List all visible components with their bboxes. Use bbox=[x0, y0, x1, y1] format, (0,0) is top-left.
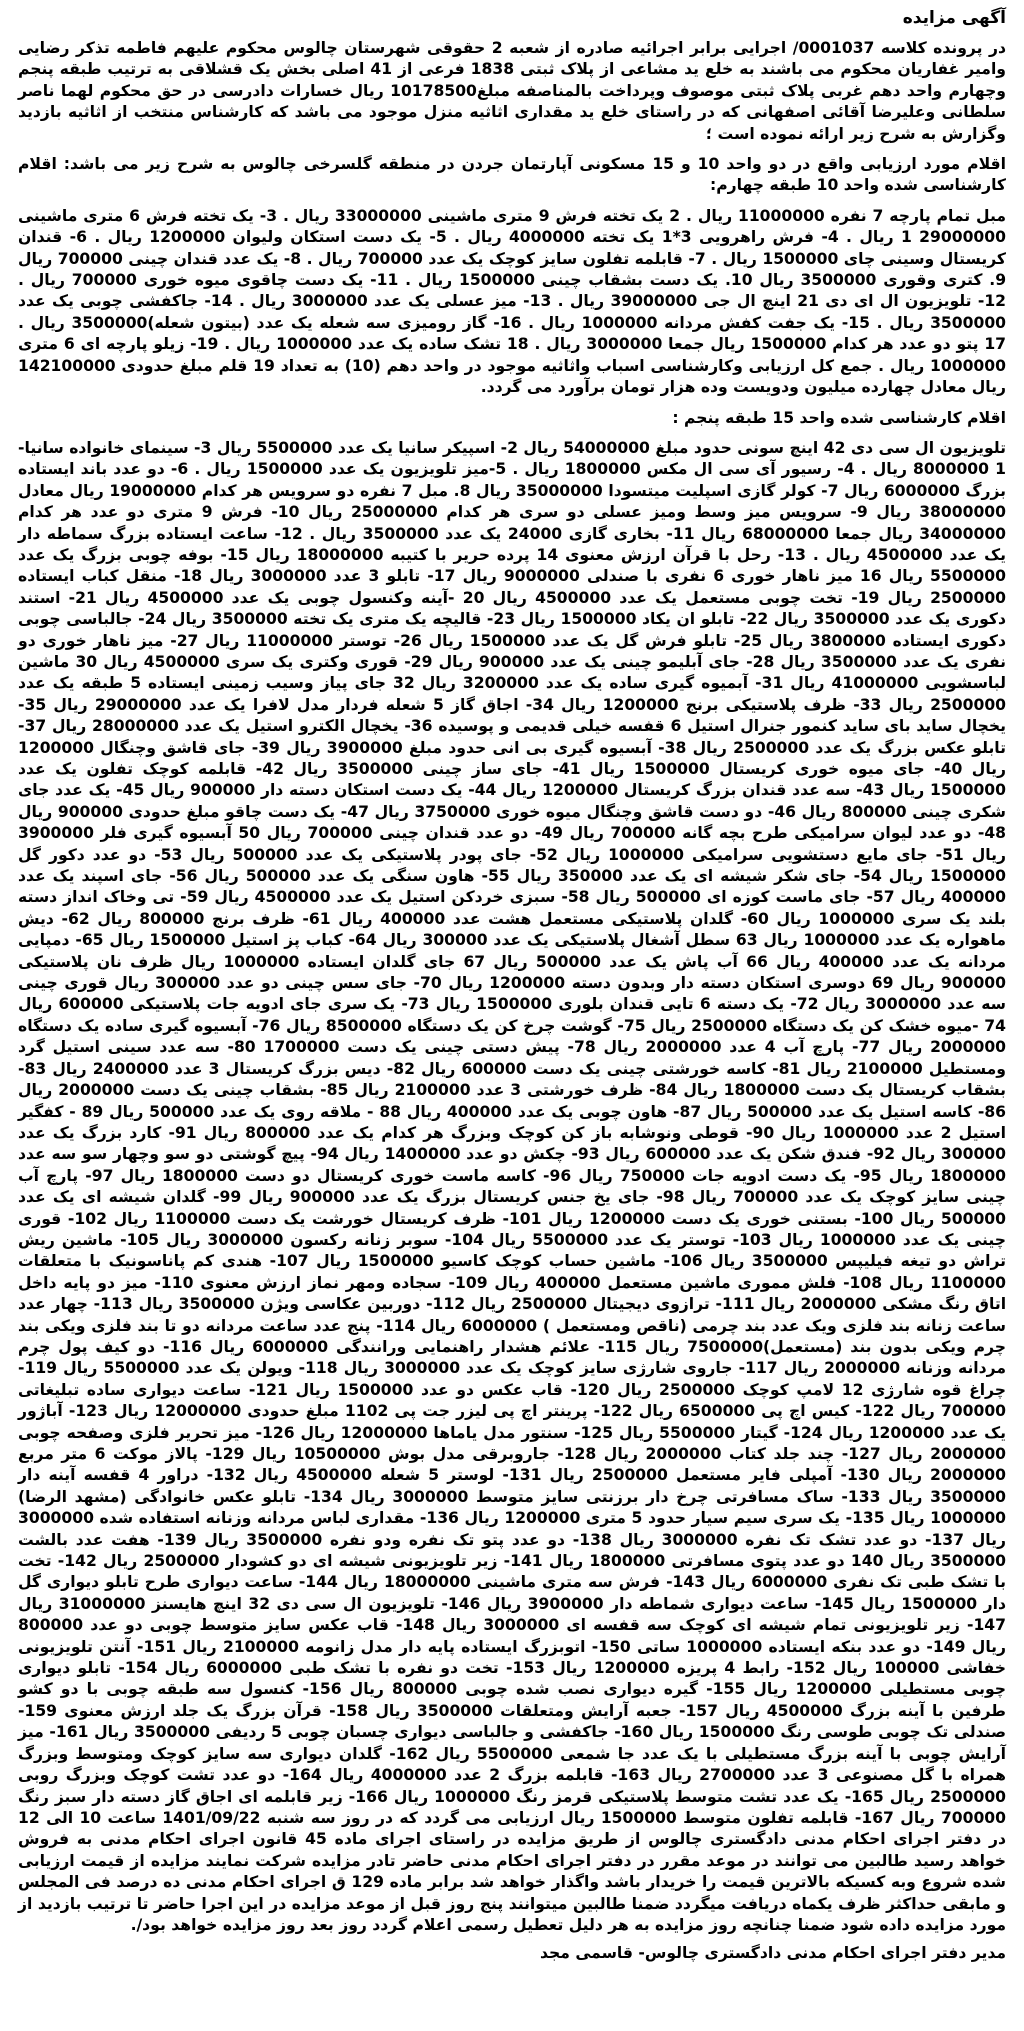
notice-title: آگهی مزایده bbox=[902, 8, 1006, 28]
unit-15-items-paragraph: تلویزیون ال سی دی 42 اینچ سونی حدود مبلغ 54000000 ریال 2- اسپیکر سانیا یک عدد 5500000 ریال 3- سینمای خانواده سانیا- 1 8000000 ریال . 4- رسیور آی سی ال مکس 1800000 ریال . 5-میز تلویزیون یک عدد 1500000 ریال . 6- دو عدد باند ایستاده بزرگ 6000000 ریال 7- کولر گازی اسپلیت میتسودا 35000000 ریال 8. مبل 7 نفره دو سرویس هر کدام 19000000 ریال معادل 38000000 ریال 9- سرویس میز وسط ومیز عسلی دو سری هر کدام 25000000 ریال 10- فرش 9 متری دو عدد هر کدام 34000000 ریال جمعا 68000000 ریال 11- بخاری گازی 24000 یک عدد 3500000 ریال . 12- ساعت ایستاده بزرگ سماطه دار یک عدد 4500000 ریال . 13- رحل با قرآن ارزش معنوی 14 پرده حریر با کتیبه 18000000 ریال 15- بوفه چوبی بزرگ یک عدد 5500000 ریال 16 میز ناهار خوری 6 نفری با صندلی 9000000 ریال 17- تابلو 3 عدد 3000000 ریال 18- منقل کباب ایستاده 2500000 ریال 19- تخت چوبی مستعمل یک عدد 4500000 ریال 20 -آینه وکنسول چوبی یک عدد 4500000 ریال 21- استند دکوری یک عدد 3500000 ریال 22- تابلو ان یکاد 1500000 ریال 23- قالیچه یک متری یک تخته 3500000 ریال 24- جالباسی چوبی دکوری ایستاده 3800000 ریال 25- تابلو فرش گل یک عدد 1500000 ریال 26- توستر 11000000 ریال 27- میز ناهار خوری دو نفری یک عدد 3500000 ریال 28- جای آبلیمو چینی یک عدد 900000 ریال 29- قوری وکتری یک سری 4500000 ریال 30 ماشین لباسشویی 41000000 ریال 31- آبمیوه گیری ساده یک عدد 3200000 ریال 32 جای پیاز وسیب زمینی ایستاده 5 طبقه یک عدد 2500000 ریال 33- ظرف پلاستیکی برنج 1200000 ریال 34- اجاق گاز 5 شعله فردار مدل لافرا یک عدد 29000000 ریال 35- یخچال ساید بای ساید کنمور جنرال استیل 6 قفسه خیلی قدیمی و پوسیده 36- یخچال الکترو استیل یک عدد 28000000 ریال 37- تابلو عکس بزرگ یک عدد 2500000 ریال 38- آبسیوه گیری بی انی حدود مبلغ 3900000 ریال 39- جای قاشق وچنگال 1200000 ریال 40- جای میوه خوری کریستال 1500000 ریال 41- جای ساز چینی 3500000 ریال 42- قابلمه کوچک تفلون یک عدد 1500000 ریال 43- سه عدد قندان بزرگ کریستال 1200000 ریال 44- یک دست استکان دسته دار 900000 ریال 45- یک عدد جای شکری چینی 800000 ریال 46- دو دست قاشق وچنگال میوه خوری 3750000 ریال 47- یک دست چاقو مبلغ حدودی 900000 ریال 48- دو عدد لیوان سرامیکی طرح بچه گانه 700000 ریال 49- دو عدد قندان چینی 700000 ریال 50 آبسیوه گیری فلر 3900000 ریال 51- جای مایع دستشویی سرامیکی 1000000 ریال 52- جای پودر پلاستیکی یک عدد 500000 ریال 53- دو عدد دکور گل 1500000 ریال 54- جای شکر شیشه ای یک عدد 350000 ریال 55- هاون سنگی یک عدد 500000 ریال 56- جای اسپند یک عدد 400000 ریال 57- جای ماست کوزه ای 500000 ریال 58- سبزی خردکن استیل یک عدد 4500000 ریال 59- تی وخاک انداز دسته بلند یک سری 1000000 ریال 60- گلدان پلاستیکی مستعمل هشت عدد 400000 ریال 61- ظرف برنج 800000 ریال 62- دیش ماهواره یک عدد 1000000 ریال 63 سطل آشغال پلاستیکی یک عدد 300000 ریال 64- کباب پز استیل 1500000 ریال 65- دمپایی مردانه یک عدد 400000 ریال 66 آب پاش یک عدد 500000 ریال 67 جای گلدان ایستاده 1000000 ریال ظرف نان پلاستیکی 900000 ریال 69 دوسری استکان دسته دار وبدون دسته 1200000 ریال 70- جای سس چینی دو عدد 300000 ریال قوری چینی سه عدد 3000000 ریال 72- یک دسته 6 تایی قندان بلوری 1500000 ریال 73- یک سری جای ادویه جات پلاستیکی 600000 ریال 74 -میوه خشک کن یک دستگاه 2500000 ریال 75- گوشت چرخ کن یک دستگاه 8500000 ریال 76- آبسیوه گیری ساده یک دستگاه 2000000 ریال 77- پارچ آب 4 عدد 2000000 ریال 78- پیش دستی چینی یک دست 1700000 80- سه عدد سینی استیل گرد ومستطیل 2100000 ریال 81- کاسه خورشتی چینی یک دست 600000 ریال 82- دیس بزرگ کریستال 3 عدد 2400000 ریال 83- بشقاب کریستال یک دست 1800000 ریال 84- ظرف خورشتی 3 عدد 2100000 ریال 85- بشقاب چینی یک دست 2000000 ریال 86- کاسه استیل یک عدد 500000 ریال 87- هاون چوبی یک عدد 400000 ریال 88 - ملاقه روی یک عدد 500000 ریال 89 - کفگیر استیل 2 عدد 1000000 ریال 90- قوطی ونوشابه باز کن کوچک وبزرگ هر کدام یک عدد 800000 ریال 91- کارد بزرگ یک عدد 300000 ریال 92- فندق شکن یک عدد 600000 ریال 93- چکش دو عدد 1400000 ریال 94- پیچ گوشتی دو سو وچهار سو سه عدد 1800000 ریال 95- یک دست ادویه جات 750000 ریال 96- کاسه ماست خوری کریستال دو دست 1800000 ریال 97- پارچ آب چینی سایز کوچک یک عدد 700000 ریال 98- جای یخ جنس کریستال بزرگ یک عدد 900000 ریال 99- گلدان شیشه ای یک عدد 500000 ریال 100- بستنی خوری یک دست 1200000 ریال 101- ظرف کریستال خورشت یک دست 1100000 ریال 102- قوری چینی یک عدد 1000000 ریال 103- توستر یک عدد 5500000 ریال 104- سوبر زنانه رکسون 3000000 ریال 105- ماشین ریش تراش دو تیغه فیلیپس 3500000 ریال 106- ماشین حساب کوچک کاسیو 1500000 ریال 107- هندی کم پاناسونیک با متعلقات 1100000 ریال 108- فلش مموری ماشین مستعمل 400000 ریال 109- سجاده ومهر نماز ارزش معنوی 110- میز دو پایه داخل اتاق رنگ مشکی 2000000 ریال 111- ترازوی دیجیتال 2500000 ریال 112- دوربین عکاسی ویژن 3500000 ریال 113- چهار عدد ساعت زنانه بند فلزی ویک عدد بند چرمی (ناقص ومستعمل ) 6000000 ریال 114- پنج عدد ساعت مردانه دو تا بند فلزی ویکی بند چرم ویکی بدون بند (مستعمل)7500000 ریال 115- علائم هشدار راهنمایی ورانندگی 6000000 ریال 116- دو کیف پول چرم مردانه وزنانه 2000000 ریال 117- جاروی شارژی سایز کوچک یک عدد 3000000 ریال 118- ویولن یک عدد 5500000 ریال 119- چراغ قوه شارژی 12 لامپ کوچک 2500000 ریال 120- قاب عکس دو عدد 1500000 ریال 121- ساعت دیواری ساده تبلیغاتی 700000 ریال 122- کیس اچ پی 6500000 ریال 122- پرینتر اچ پی لیزر جت پی 1102 مبلغ حدودی 12000000 ریال 123- آباژور یک عدد 1200000 ریال 124- گیتار 5500000 ریال 125- سنتور مدل یاماها 12000000 ریال 126- میز تحریر فلزی وصفحه چوبی 2000000 ریال 127- چند جلد کتاب 2000000 ریال 128- جاروبرقی مدل بوش 10500000 ریال 129- پالاز موکت 6 متر مربع 2000000 ریال 130- آمپلی فایر مستعمل 2500000 ریال 131- لوستر 5 شعله 4500000 ریال 132- دراور 4 قفسه آینه دار 3500000 ریال 133- ساک مسافرتی چرخ دار برزنتی سایز متوسط 3000000 ریال 134- تابلو عکس خانوادگی (مشهد الرضا) 1000000 ریال 135- یک سری سیم سیار حدود 5 متری 1200000 ریال 136- مقداری لباس مردانه وزنانه استفاده شده 3000000 ریال 137- دو عدد تشک تک نفره 3000000 ریال 138- دو عدد پتو تک نفره ودو نفره 3500000 ریال 139- هفت عدد بالشت 3500000 ریال 140 دو عدد پتوی مسافرتی 1800000 ریال 141- زیر تلویزیونی شیشه ای دو کشودار 2500000 ریال 142- تخت با تشک طبی تک نفری 6000000 ریال 143- فرش سه متری ماشینی 18000000 ریال 144- ساعت دیواری طرح تابلو دیواری گل دار 1500000 ریال 145- ساعت دیواری شماطه دار 3900000 ریال 146- تلویزیون ال سی دی 32 اینچ هایسنز 31000000 ریال 147- زیر تلویزیونی تمام شیشه ای کوچک سه قفسه ای 3000000 ریال 148- قاب عکس سایز متوسط چوبی دو عدد 800000 ریال 149- دو عدد بنکه ایستاده 1000000 ساتی 150- اتوبزرگ ایستاده پایه دار مدل زانومه 2100000 ریال 151- آنتن تلویزیونی خفاشی 100000 ریال 152- رابط 4 پریزه 1200000 ریال 153- تخت دو نفره با تشک طبی 6000000 ریال 154- تابلو دیواری چوبی مستطیلی 1200000 ریال 155- گیره دیواری نصب شده چوبی 800000 ریال 156- کنسول سه طبقه چوبی با دو کشو طرفین با آینه بزرگ 4500000 ریال 157- جعبه آرایش ومتعلقات 3500000 ریال 158- قرآن بزرگ یک جلد ارزش معنوی 159- صندلی تک چوبی طوسی رنگ 1500000 ریال 160- جاکفشی و جالباسی دیواری چسبان چوبی 5 ردیفی 3500000 ریال 161- میز آرایش چوبی با آینه بزرگ مستطیلی با یک عدد جا شمعی 5500000 ریال 162- گلدان دیواری سه سایز کوچک ومتوسط وبزرگ همراه با گل مصنوعی 3 عدد 2700000 ریال 163- قابلمه بزرگ 2 عدد 4000000 ریال 164- دو عدد تشت کوچک وبزرگ روبی 2500000 ریال 165- یک عدد تشت متوسط پلاستیکی قرمز رنگ 1000000 ریال 166- زیر قابلمه ای اجاق گاز دسته دار سبز رنگ 700000 ریال 167- قابلمه تفلون متوسط 1500000 ریال ارزیابی می گردد که در روز سه شنبه 1401/09/22 ساعت 10 الی 12 در دفتر اجرای احکام مدنی دادگستری چالوس از طریق مزایده در راستای اجرای ماده 45 قانون اجرای احکام مدنی به فروش خواهد رسید طالبین می توانند در موعد مقرر در دفتر اجرای احکام مدنی حاضر تادر مزایده شرکت نمایند مزایده از قیمت ارزیابی شده شروع وبه کسیکه بالاترین قیمت را خریدار باشد واگذار خواهد شد برابر ماده 129 ق اجرای احکام مدنی ده درصد فی المجلس و مابقی حداکثر ظرف یکماه دریافت میگردد ضمنا طالبین میتوانند پنج روز قبل از موعد مزایده در این اجرا حاضر تا ترتیب بازدید از مورد مزایده داده شود ضمنا چنانچه روز مزایده به هر دلیل تعطیل رسمی اعلام گردد روز بعد روز مزایده خواهد بود/. bbox=[18, 438, 1007, 1934]
unit-10-heading: اقلام مورد ارزیابی واقع در دو واحد 10 و 15 مسکونی آپارتمان جردن در منطقه گلسرخی چالوس به شرح زیر می باشد: اقلام کارشناسی شده واحد 10 طبقه چهارم: bbox=[18, 155, 1006, 195]
unit-10-items-paragraph: مبل تمام پارچه 7 نفره 11000000 ریال . 2 یک تخته فرش 9 متری ماشینی 33000000 ریال . 3- یک تخته فرش 6 متری ماشینی 29000000 1 ریال . 4- فرش راهرویی 3*1 یک تخته 4000000 ریال . 5- یک دست استکان ولیوان 1200000 ریال . 6- قندان کریستال وسینی چای 1500000 ریال . 7- قابلمه تفلون سایز کوچک یک عدد 700000 ریال . 8- یک عدد قندان چینی 700000 ریال 9. کتری وقوری 3500000 ریال 10. یک دست بشقاب چینی 1500000 ریال . 11- یک دست چاقوی میوه خوری 700000 ریال . 12- تلویزیون ال ای دی 21 اینچ ال جی 39000000 ریال . 13- میز عسلی یک عدد 3000000 ریال . 14- جاکفشی چوبی یک عدد 3500000 ریال . 15- یک جفت کفش مردانه 1000000 ریال . 16- گاز رومیزی سه شعله یک عدد (بیتون شعله)3500000 ریال . 17 پتو دو عدد هر کدام 1500000 ریال جمعا 3000000 ریال . 18 تشک ساده یک عدد 1000000 ریال . 19- زیلو پارچه ای 6 متری 1000000 ریال . جمع کل ارزیابی وکارشناسی اسباب واثاثیه موجود در واحد دهم (10) به تعداد 19 قلم مبلغ حدودی 142100000 ریال معادل چهارده میلیون ودویست وده هزار تومان برآورد می گردد. bbox=[18, 206, 1007, 397]
notice-signature: مدیر دفتر اجرای احکام مدنی دادگستری چالوس- قاسمی مجد bbox=[540, 1944, 1006, 1963]
unit-15-heading: اقلام کارشناسی شده واحد 15 طبقه پنجم : bbox=[672, 408, 1006, 427]
notice-intro-paragraph: در پرونده کلاسه 0001037/ اجرایی برابر اجرائیه صادره از شعبه 2 حقوقی شهرستان چالوس محکوم علیهم فاطمه تذکر رضایی وامیر غفاریان محکوم می باشند به خلع ید مشاعی از پلاک ثبتی 1838 فرعی از 41 اصلی بخش یک قشلاقی به ترتیب طبقه پنجم وچهارم واحد دهم غربی پلاک ثبتی موصوف وپرداخت بالمناصفه مبلغ10178500 ریال خسارات دادرسی در حق محکوم لهما ناصر سلطانی وعلیرضا آقائی اصفهانی که در راستای خلع ید مقداری اثاثیه منزل موجود می باشد که کارشناس منتخب از اثاثیه بازدید وگزارش به شرح زیر ارائه نموده است ؛ bbox=[18, 39, 1007, 143]
